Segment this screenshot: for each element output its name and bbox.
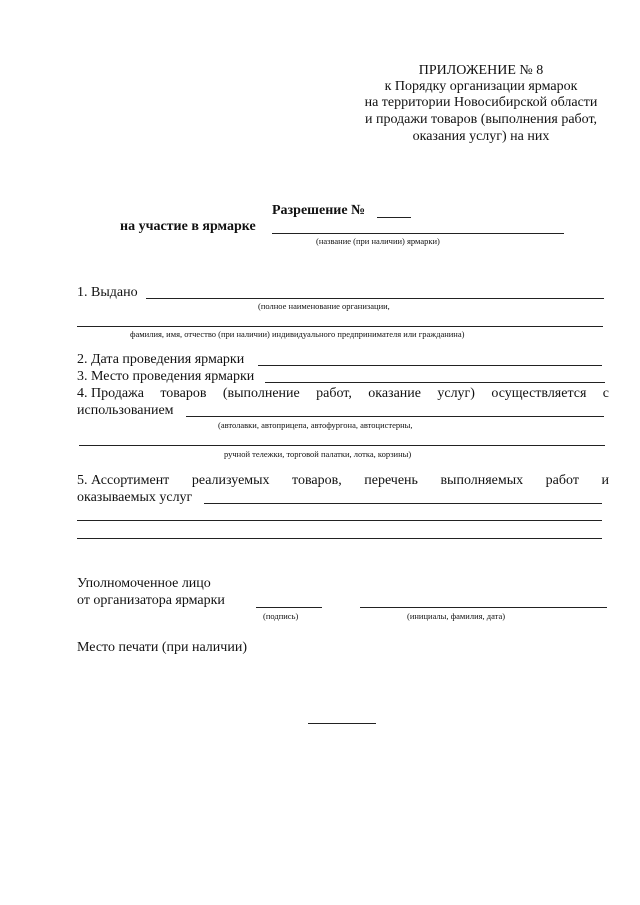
assortment-label-line-2: оказываемых услуг (77, 490, 193, 505)
appendix-number: ПРИЛОЖЕНИЕ № 8 (418, 63, 544, 78)
fair-name-line (272, 233, 564, 234)
assortment-label-line-1 (77, 473, 609, 489)
stamp-place-label: Место печати (при наличии) (77, 640, 247, 655)
sale-word: 4. Продажа (77, 386, 144, 401)
sale-caption-2: ручной тележки, торговой палатки, лотка, корзины) (224, 449, 412, 459)
sale-caption-1: (автолавки, автоприцепа, автофургона, автоцистерны, (218, 420, 413, 430)
assortment-word: реализуемых (191, 473, 270, 488)
date-label: 2. Дата проведения ярмарки (77, 352, 245, 367)
permit-number-line (377, 217, 411, 218)
issued-caption-1: (полное наименование организации, (258, 301, 390, 311)
participation-label: на участие в ярмарке (120, 219, 256, 234)
appendix-line-2: к Порядку организации ярмарок (384, 79, 578, 94)
assortment-line-2 (77, 520, 602, 521)
appendix-line-4: и продажи товаров (выполнения работ, (364, 112, 598, 127)
assortment-word: 5. Ассортимент (77, 473, 170, 488)
authorized-person-line-2: от организатора ярмарки (77, 593, 225, 608)
closing-line (308, 723, 376, 724)
sale-line-1 (186, 416, 604, 417)
fair-name-caption: (название (при наличии) ярмарки) (316, 236, 440, 246)
issued-line (146, 298, 604, 299)
appendix-line-3: на территории Новосибирской области (364, 95, 598, 110)
place-label: 3. Место проведения ярмарки (77, 369, 255, 384)
permit-title: Разрешение № (272, 203, 366, 218)
assortment-line-3 (77, 538, 602, 539)
name-date-line (360, 607, 607, 608)
authorized-person-line-1: Уполномоченное лицо (77, 576, 211, 591)
sale-word: с (602, 386, 609, 401)
date-line (258, 365, 602, 366)
assortment-line-1 (204, 503, 602, 504)
assortment-word: товаров, (292, 473, 342, 488)
signature-line (256, 607, 322, 608)
assortment-word: перечень (364, 473, 418, 488)
place-line (265, 382, 605, 383)
issued-line-2 (77, 326, 603, 327)
sale-label-line-1 (77, 386, 609, 402)
sale-word: работ, (316, 386, 352, 401)
signature-caption: (подпись) (263, 611, 299, 621)
sale-word: (выполнение (222, 386, 300, 401)
sale-word: осуществляется (491, 386, 587, 401)
sale-word: товаров (160, 386, 207, 401)
appendix-line-5: оказания услуг) на них (412, 129, 550, 144)
assortment-word: работ (545, 473, 579, 488)
assortment-word: и (601, 473, 609, 488)
issued-label: 1. Выдано (77, 285, 138, 300)
issued-caption-2: фамилия, имя, отчество (при наличии) индивидуального предпринимателя или гражданина) (130, 329, 465, 339)
sale-word: оказание (368, 386, 421, 401)
sale-label-line-2: использованием (77, 403, 174, 418)
assortment-word: выполняемых (440, 473, 524, 488)
name-date-caption: (инициалы, фамилия, дата) (407, 611, 506, 621)
sale-line-2 (79, 445, 605, 446)
sale-word: услуг) (437, 386, 475, 401)
